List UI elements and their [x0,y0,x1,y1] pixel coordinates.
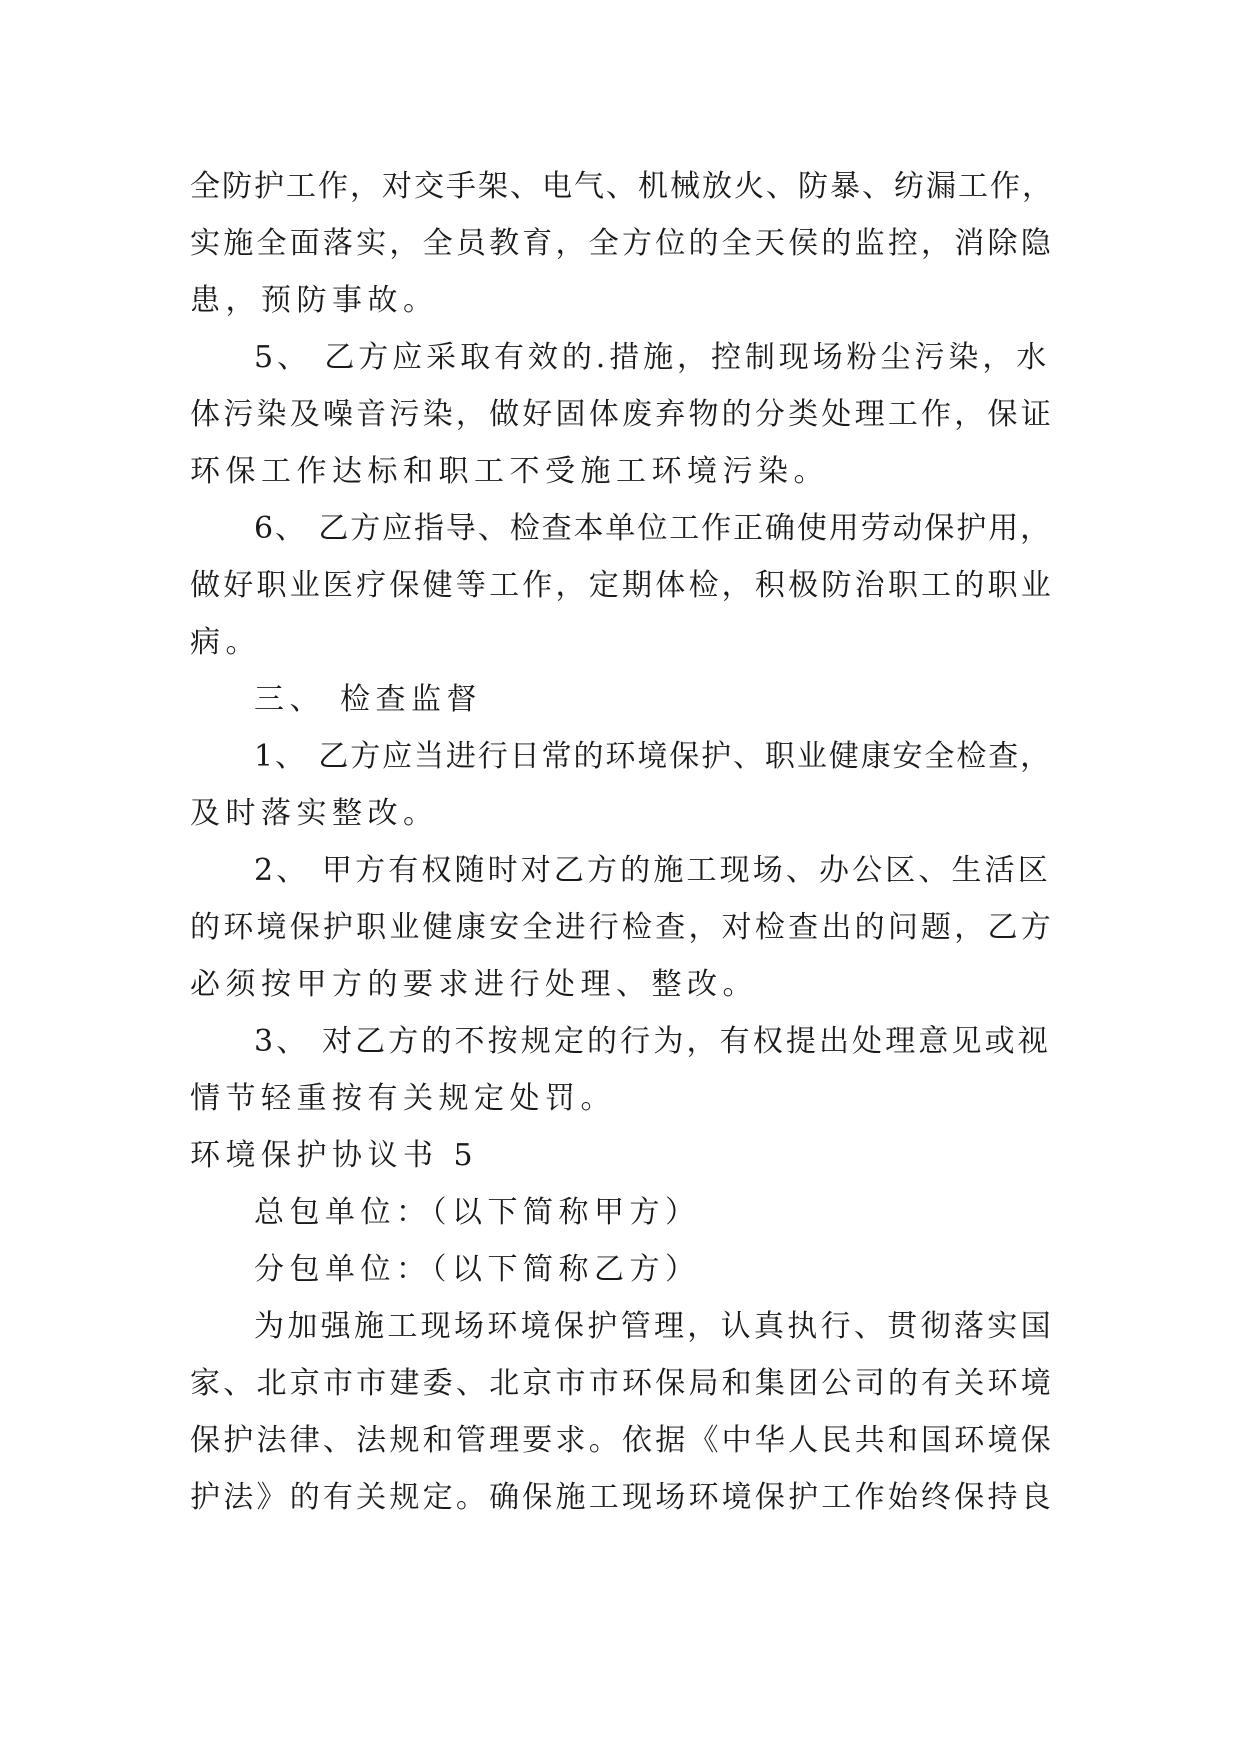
paragraph-safety-continuation [190,158,1054,329]
paragraph-inspection-3 [190,1013,1054,1127]
document-body [190,158,1054,1526]
text-line: 保护法律、法规和管理要求。依据《中华人民共和国环境保 [190,1423,1054,1458]
text-line: 1、 乙方应当进行日常的环境保护、职业健康安全检查， [254,739,1053,774]
party-subcontractor [190,1241,1054,1298]
text-line: 及时落实整改。 [190,796,439,831]
party-line: 分包单位：（以下简称乙方） [254,1252,701,1287]
text-line: 患，预防事故。 [190,283,439,318]
text-line: 环保工作达标和职工不受施工环境污染。 [190,454,829,489]
agreement-title [190,1127,1054,1184]
section-heading: 三、 检查监督 [254,682,483,717]
paragraph-item-5 [190,329,1054,500]
text-line: 为加强施工现场环境保护管理，认真执行、贯彻落实国 [254,1309,1054,1344]
text-line: 6、 乙方应指导、检查本单位工作正确使用劳动保护用， [254,511,1053,546]
paragraph-preamble [190,1298,1054,1526]
paragraph-inspection-1 [190,728,1054,842]
text-line: 全防护工作，对交手架、电气、机械放火、防暴、纺漏工作， [190,169,1054,204]
text-line: 必须按甲方的要求进行处理、整改。 [190,967,758,1002]
party-general-contractor [190,1184,1054,1241]
text-line: 家、北京市市建委、北京市市环保局和集团公司的有关环境 [190,1366,1054,1401]
text-line: 体污染及噪音污染，做好固体废弃物的分类处理工作，保证 [190,397,1054,432]
text-line: 3、 对乙方的不按规定的行为，有权提出处理意见或视 [254,1024,1051,1059]
text-line: 5、 乙方应采取有效的.措施，控制现场粉尘污染，水 [254,340,1051,375]
text-line: 的环境保护职业健康安全进行检查，对检查出的问题，乙方 [190,910,1054,945]
text-line: 做好职业医疗保健等工作，定期体检，积极防治职工的职业 [190,568,1054,603]
document-title: 环境保护协议书 5 [190,1138,479,1173]
section-heading-inspection [190,671,1054,728]
text-line: 情节轻重按有关规定处罚。 [190,1081,616,1116]
text-line: 实施全面落实，全员教育，全方位的全天侯的监控，消除隐 [190,226,1054,261]
text-line: 2、 甲方有权随时对乙方的施工现场、办公区、生活区 [254,853,1051,888]
text-line: 护法》的有关规定。确保施工现场环境保护工作始终保持良 [190,1480,1054,1515]
paragraph-inspection-2 [190,842,1054,1013]
paragraph-item-6 [190,500,1054,671]
text-line: 病。 [190,625,261,660]
party-line: 总包单位：（以下简称甲方） [254,1195,701,1230]
